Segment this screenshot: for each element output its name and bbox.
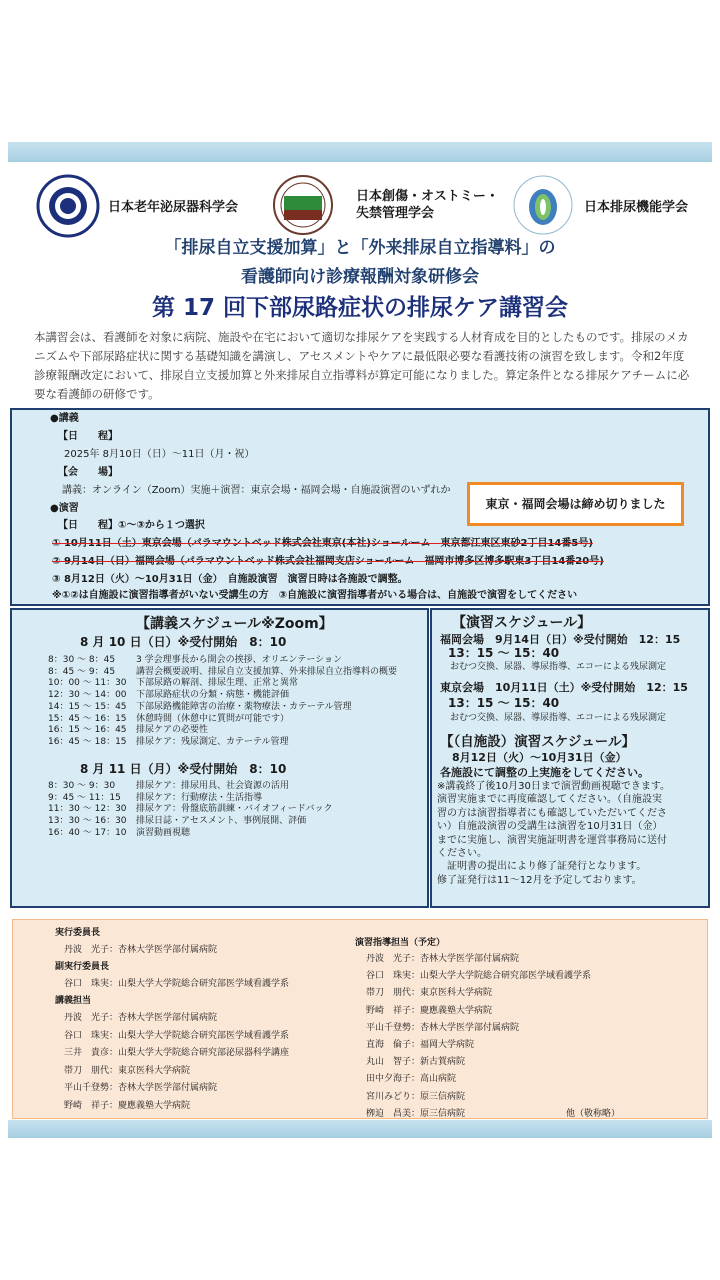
day1-heading: 8 月 10 日（日）※受付開始 8：10 [80,635,287,649]
schedule-row [48,803,333,815]
schedule-item: 休憩時間（休憩中に質問が可能です） [136,713,290,724]
self-facility-note-line: までに実施し、演習実施証明書を運営事務局に送付 [437,834,667,846]
self-facility-period: 8月12日（火）～10月31日（金） [452,751,627,764]
instructors-heading: 演習指導担当（予定） [355,938,446,948]
practice-date-label: 【日 程】①～③から１つ選択 [58,520,205,531]
tokyo-heading: 東京会場 10月11日（土）※受付開始 12：15 [440,681,688,694]
option-self-facility: ③ 8月12日（火）～10月31日（金） 自施設演習 演習日時は各施設で調整。 [52,574,408,585]
schedule-item: 下部尿路の解剖、排尿生理、正常と異常 [136,678,299,689]
schedule-item: 排尿ケア：残尿測定、カテーテル管理 [136,736,289,747]
self-facility-note-line: 修了証発行は11～12月を予定しております。 [437,874,642,886]
practice-heading: ●演習 [50,503,79,514]
person-row [64,1030,289,1042]
person-name: 栁迫 昌美： [366,1108,421,1119]
person-affiliation: 山梨大学大学院総合研究部医学域看護学系 [118,979,290,989]
schedule-row [48,724,208,736]
person-affiliation: 原三信病院 [420,1091,466,1102]
schedule-row [48,713,289,725]
schedule-item: 講習会概要説明、排尿自立支援加算、外来排尿自立指導料の概要 [136,666,398,677]
person-row [64,1100,190,1112]
person-row [366,1073,456,1085]
schedule-row [48,827,190,839]
schedule-item: 演習動画視聴 [136,827,191,838]
venue-value: 講義：オンライン（Zoom）実施＋演習：東京会場・福岡会場・自施設演習のいずれか [62,485,451,496]
fukuoka-heading: 福岡会場 9月14日（日）※受付開始 12：15 [440,633,681,646]
self-facility-note-line: 証明書の提出により修了証発行となります。 [437,861,647,873]
self-facility-note-line: ください。 [437,848,487,859]
headline-line1: 「排尿自立支援加算」と「外来排尿自立指導料」の [164,238,556,258]
schedule-row [48,677,298,689]
person-affiliation: 山梨大学大学院総合研究部医学域看護学系 [118,1030,290,1041]
person-affiliation: 福岡大学病院 [420,1040,475,1050]
org-name-3: 日本排尿機能学会 [584,200,689,215]
person-name: 直海 倫子： [366,1040,421,1050]
person-name: 野崎 祥子： [64,1100,119,1111]
person-name: 丹波 光子： [366,954,421,964]
self-facility-note-line: 演習実施までに再度確認してください。（自施設実 [437,794,662,806]
person-affiliation: 慶應義塾大学病院 [420,1005,493,1016]
schedule-time: 12：30 ～ 14：00 [48,690,127,701]
schedule-time: 14：15 ～ 15：45 [48,701,127,712]
person-affiliation: 山梨大学大学院総合研究部泌尿器科学講座 [118,1048,290,1058]
schedule-item: 排尿ケアの必要性 [136,725,209,736]
fukuoka-time: 13：15 ～ 15：40 [448,646,560,660]
schedule-time: 16：15 ～ 16：45 [48,725,127,736]
date-value: 2025年 8月10日（日）～11日（月・祝） [64,449,255,460]
intro-paragraph: 本講習会は、看護師を対象に病院、施設や在宅において適切な排尿ケアを実践する人材育成を目的としたものです。排尿のメカニズムや下部尿路症状に関する基礎知識を講演し、アセスメントやケアに最低限必要な看護技術の演習を致します。令和2年度診療報酬改定において、排尿自立支援加算と外来排尿自立指導料が算定可能になりました。算定条件となる排尿ケアチームに必要な看護師の研修です。 [34,330,690,401]
person-name: 平山千登勢： [366,1022,421,1033]
tokyo-description: おむつ交換、尿器、導尿指導、エコーによる残尿測定 [450,713,667,723]
person-name: 丹波 光子： [64,1013,119,1023]
top-decorative-bar [8,142,712,162]
lecture-heading: ●講義 [50,413,79,424]
person-name: 谷口 珠実： [64,1030,119,1041]
schedule-row [48,654,342,666]
person-row [64,1012,217,1024]
person-affiliation: 東京医科大学病院 [118,1065,191,1076]
chair-heading: 実行委員長 [55,928,101,938]
vice-chair-heading: 副実行委員長 [55,962,110,972]
page-title: 第 17 回下部尿路症状の排尿ケア講習会 [151,295,569,321]
schedule-time: 16：40 ～ 17：10 [48,827,127,838]
lecturers-heading: 講義担当 [55,996,92,1006]
person-affiliation: 杏林大学医学部付属病院 [420,1022,520,1033]
schedule-item: 排尿日誌・アセスメント、事例展開、評価 [136,816,307,827]
practice-schedule-title: 【演習スケジュール】 [452,615,592,631]
self-facility-note-line: い）自施設演習の受講生は演習を10月31日（金） [437,821,663,833]
person-row [366,1091,465,1103]
person-name: 丸山 智子： [366,1057,421,1068]
person-affiliation: 山梨大学大学院総合研究部医学域看護学系 [420,971,592,982]
schedule-item: 下部尿路症状の分類・病態・機能評価 [136,690,290,701]
person-name: 宮川みどり： [366,1091,421,1102]
et-al-note: 他（敬称略） [566,1109,621,1119]
lecture-schedule-title: 【講義スケジュール※Zoom】 [136,616,333,632]
schedule-time: 8：30 ～ 9：30 [48,781,116,791]
person-name: 平山千登勢： [64,1083,119,1093]
org-name-1: 日本老年泌尿器科学会 [108,200,239,215]
schedule-time: 11：30 ～ 12：30 [48,804,127,815]
person-row [366,987,492,999]
schedule-time: 13：30 ～ 16：30 [48,816,127,827]
schedule-item: 排尿ケア：骨盤底筋訓練・バイオフィードバック [136,804,333,815]
tokyo-time: 13：15 ～ 15：40 [448,696,560,710]
person-row [64,1082,217,1094]
org-name-2-line2: 失禁管理学会 [356,206,435,221]
schedule-row [48,666,397,678]
schedule-item: 下部尿路機能障害の治療・薬物療法・カテーテル管理 [136,701,352,712]
person-name: 谷口 珠実： [366,971,421,982]
headline-line2: 看護師向け診療報酬対象研修会 [241,267,479,287]
person-row [366,1039,474,1051]
closed-notice: 東京・福岡会場は締め切りました [467,482,684,526]
person-name: 帯刀 朋代： [366,988,421,999]
person-name: 帯刀 朋代： [64,1065,119,1076]
person-affiliation: 東京医科大学病院 [420,988,493,999]
person-name: 野崎 祥子： [366,1005,421,1016]
schedule-row [48,701,352,713]
self-facility-note-line: 習の方は演習指導者にも確認していただいてくださ [437,807,667,819]
person-row [366,953,519,965]
person-row [64,1047,289,1059]
schedule-row [48,815,306,827]
schedule-time: 8：30 ～ 8：45 [48,655,116,665]
person-row [366,1005,492,1017]
person-name: 谷口 珠実： [64,979,119,989]
bottom-decorative-bar [8,1120,712,1138]
wound-ostomy-society-logo [272,174,334,236]
self-facility-note-line: ※講義終了後10月30日まで演習動画視聴できます。 [437,781,671,792]
fukuoka-description: おむつ交換、尿器、導尿指導、エコーによる残尿測定 [450,662,667,672]
schedule-item: 排尿ケア：行動療法・生活指導 [136,792,263,803]
continence-society-logo [512,174,574,236]
person-row [366,1056,465,1068]
venue-label: 【会 場】 [58,467,118,478]
person-affiliation: 杏林大学医学部付属病院 [118,945,218,955]
schedule-row [48,689,289,701]
schedule-time: 9：45 ～ 11：15 [48,792,121,803]
person-name: 丹波 光子： [64,945,119,955]
person-affiliation: 新古賀病院 [420,1057,466,1068]
venue-note: ※①②は自施設に演習指導者がいない受講生の方 ③自施設に演習指導者がいる場合は、自施設で演習をしてください [52,590,578,601]
schedule-time: 10：00 ～ 11：30 [48,678,127,689]
schedule-time: 16：45 ～ 18：15 [48,736,127,747]
date-label: 【日 程】 [58,431,118,442]
schedule-row [48,780,289,792]
geriatric-urology-society-logo [36,174,100,238]
person-affiliation: 杏林大学医学部付属病院 [118,1083,218,1093]
schedule-row [48,792,262,804]
person-affiliation: 高山病院 [420,1074,457,1085]
option-tokyo-venue: ① 10月11日（土）東京会場（パラマウントベッド株式会社東京(本社)ショールーム 東京都江東区東砂2丁目14番5号) [52,538,593,549]
schedule-item: 排尿ケア：排尿用具、社会資源の活用 [136,781,290,791]
schedule-time: 15：45 ～ 16：15 [48,713,127,724]
person-affiliation: 杏林大学医学部付属病院 [118,1013,218,1023]
person-row [366,1108,465,1120]
person-affiliation: 杏林大学医学部付属病院 [420,954,520,964]
schedule-row [48,736,289,748]
person-affiliation: 慶應義塾大学病院 [118,1100,191,1111]
person-name: 三井 貴彦： [64,1048,119,1058]
self-facility-instruction: 各施設にて調整の上実施をしてください。 [440,766,649,779]
person-row [366,1022,519,1034]
schedule-item: 3 学会理事長から開会の挨拶、オリエンテーション [136,655,343,665]
person-row [64,1065,190,1077]
person-row [64,944,217,956]
person-name: 田中夕海子： [366,1074,421,1085]
person-row [64,978,289,990]
person-affiliation: 原三信病院 [420,1108,466,1119]
self-facility-title: 【（自施設）演習スケジュール】 [440,734,635,750]
day2-heading: 8 月 11 日（月）※受付開始 8：10 [80,762,287,776]
org-name-2-line1: 日本創傷・オストミー・ [356,189,499,204]
lecture-schedule-box [10,608,429,908]
schedule-time: 8：45 ～ 9：45 [48,666,116,677]
person-row [366,970,591,982]
option-fukuoka-venue: ② 9月14日（日）福岡会場（パラマウントベッド株式会社福岡支店ショールーム 福岡市博多区博多駅東3丁目14番20号) [52,556,604,567]
